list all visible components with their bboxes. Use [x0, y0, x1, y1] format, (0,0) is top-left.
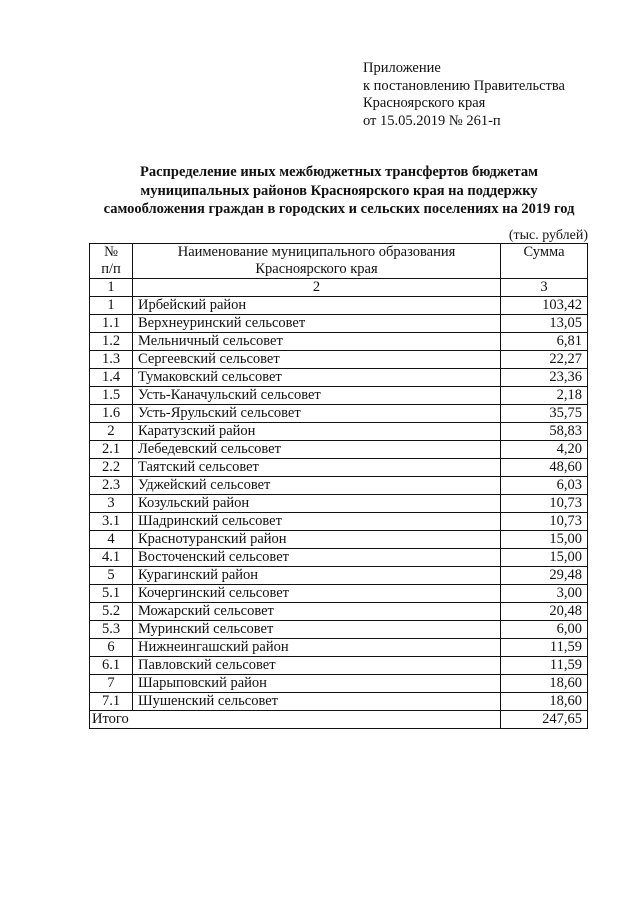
- row-name-cell: Верхнеуринский сельсовет: [133, 315, 501, 333]
- table-row: [90, 477, 588, 495]
- row-number-cell: 2.3: [90, 477, 133, 495]
- table-row: [90, 657, 588, 675]
- row-sum-cell: 4,20: [501, 441, 588, 459]
- row-number-cell: 6: [90, 639, 133, 657]
- title-line-3: самообложения граждан в городских и сельских поселениях на 2019 год: [103, 201, 575, 217]
- table-row: [90, 603, 588, 621]
- row-number-cell: 1.1: [90, 315, 133, 333]
- row-name-cell: Шарыповский район: [133, 675, 501, 693]
- row-sum-cell: 2,18: [501, 387, 588, 405]
- row-name-cell: Лебедевский сельсовет: [133, 441, 501, 459]
- column-index-1: 1: [90, 279, 133, 297]
- distribution-table: [89, 243, 588, 729]
- column-index-3: 3: [501, 279, 588, 297]
- row-number-cell: 5.2: [90, 603, 133, 621]
- header-number-cell: [90, 244, 133, 279]
- table-row: [90, 513, 588, 531]
- row-name-cell: Муринский сельсовет: [133, 621, 501, 639]
- header-name-line-2: Красноярского края: [255, 261, 378, 277]
- row-number-cell: 1.3: [90, 351, 133, 369]
- total-row: [90, 711, 588, 729]
- row-sum-cell: 6,03: [501, 477, 588, 495]
- row-name-cell: Кочергинский сельсовет: [133, 585, 501, 603]
- row-sum-cell: 11,59: [501, 639, 588, 657]
- row-number-cell: 1.6: [90, 405, 133, 423]
- table-row: [90, 387, 588, 405]
- row-name-cell: Ирбейский район: [133, 297, 501, 315]
- row-sum-cell: 6,81: [501, 333, 588, 351]
- appendix-line-4: от 15.05.2019 № 261-п: [363, 112, 501, 129]
- row-name-cell: Павловский сельсовет: [133, 657, 501, 675]
- row-number-cell: 7.1: [90, 693, 133, 711]
- row-sum-cell: 15,00: [501, 549, 588, 567]
- row-number-cell: 1.5: [90, 387, 133, 405]
- header-sum-cell: Сумма: [501, 244, 588, 279]
- table-row: [90, 693, 588, 711]
- appendix-block: [363, 60, 565, 130]
- row-sum-cell: 48,60: [501, 459, 588, 477]
- row-name-cell: Каратузский район: [133, 423, 501, 441]
- row-sum-cell: 11,59: [501, 657, 588, 675]
- row-name-cell: Уджейский сельсовет: [133, 477, 501, 495]
- row-sum-cell: 35,75: [501, 405, 588, 423]
- row-number-cell: 5.1: [90, 585, 133, 603]
- row-name-cell: Усть-Ярульский сельсовет: [133, 405, 501, 423]
- header-number-line-2: п/п: [101, 261, 121, 277]
- row-number-cell: 2.2: [90, 459, 133, 477]
- title-line-1: Распределение иных межбюджетных трансфертов бюджетам: [140, 164, 538, 180]
- row-name-cell: Нижнеингашский район: [133, 639, 501, 657]
- units-note: (тыс. рублей): [508, 228, 588, 243]
- header-name-line-1: Наименование муниципального образования: [177, 244, 456, 260]
- row-sum-cell: 15,00: [501, 531, 588, 549]
- row-sum-cell: 10,73: [501, 513, 588, 531]
- row-name-cell: Шадринский сельсовет: [133, 513, 501, 531]
- total-label: Итого: [90, 711, 133, 729]
- table-row: [90, 621, 588, 639]
- row-number-cell: 6.1: [90, 657, 133, 675]
- row-number-cell: 1.4: [90, 369, 133, 387]
- row-number-cell: 1: [90, 297, 133, 315]
- row-sum-cell: 13,05: [501, 315, 588, 333]
- appendix-line-2: к постановлению Правительства: [363, 77, 565, 94]
- row-sum-cell: 58,83: [501, 423, 588, 441]
- column-index-row: [90, 279, 588, 297]
- table-row: [90, 441, 588, 459]
- table-row: [90, 315, 588, 333]
- row-sum-cell: 18,60: [501, 675, 588, 693]
- row-sum-cell: 10,73: [501, 495, 588, 513]
- row-sum-cell: 6,00: [501, 621, 588, 639]
- row-sum-cell: 103,42: [501, 297, 588, 315]
- table-row: [90, 333, 588, 351]
- column-index-2: 2: [133, 279, 501, 297]
- row-name-cell: Шушенский сельсовет: [133, 693, 501, 711]
- row-sum-cell: 20,48: [501, 603, 588, 621]
- table-row: [90, 567, 588, 585]
- row-sum-cell: 23,36: [501, 369, 588, 387]
- table-row: [90, 639, 588, 657]
- row-number-cell: 4: [90, 531, 133, 549]
- row-number-cell: 2: [90, 423, 133, 441]
- row-number-cell: 5.3: [90, 621, 133, 639]
- row-number-cell: 5: [90, 567, 133, 585]
- row-number-cell: 3: [90, 495, 133, 513]
- row-sum-cell: 18,60: [501, 693, 588, 711]
- row-number-cell: 3.1: [90, 513, 133, 531]
- table-row: [90, 369, 588, 387]
- row-name-cell: Сергеевский сельсовет: [133, 351, 501, 369]
- total-sum: 247,65: [501, 711, 588, 729]
- row-name-cell: Таятский сельсовет: [133, 459, 501, 477]
- row-number-cell: 4.1: [90, 549, 133, 567]
- total-empty-cell: [133, 711, 501, 729]
- table-row: [90, 351, 588, 369]
- row-name-cell: Усть-Каначульский сельсовет: [133, 387, 501, 405]
- document-title: [90, 163, 588, 219]
- row-number-cell: 1.2: [90, 333, 133, 351]
- row-sum-cell: 3,00: [501, 585, 588, 603]
- appendix-line-3: Красноярского края: [363, 95, 486, 111]
- table-row: [90, 459, 588, 477]
- title-line-2: муниципальных районов Красноярского края на поддержку: [140, 182, 538, 199]
- row-number-cell: 7: [90, 675, 133, 693]
- appendix-line-1: Приложение: [363, 60, 441, 76]
- table-row: [90, 405, 588, 423]
- table-row: [90, 297, 588, 315]
- table-row: [90, 423, 588, 441]
- row-sum-cell: 22,27: [501, 351, 588, 369]
- table-row: [90, 495, 588, 513]
- table-row: [90, 549, 588, 567]
- table-header-row: [90, 244, 588, 279]
- row-name-cell: Курагинский район: [133, 567, 501, 585]
- row-name-cell: Тумаковский сельсовет: [133, 369, 501, 387]
- row-name-cell: Можарский сельсовет: [133, 603, 501, 621]
- row-name-cell: Восточенский сельсовет: [133, 549, 501, 567]
- table-row: [90, 675, 588, 693]
- row-name-cell: Мельничный сельсовет: [133, 333, 501, 351]
- row-name-cell: Козульский район: [133, 495, 501, 513]
- header-number-line-1: №: [104, 244, 118, 260]
- row-number-cell: 2.1: [90, 441, 133, 459]
- table-row: [90, 585, 588, 603]
- table-row: [90, 531, 588, 549]
- row-sum-cell: 29,48: [501, 567, 588, 585]
- header-name-cell: [133, 244, 501, 279]
- row-name-cell: Краснотуранский район: [133, 531, 501, 549]
